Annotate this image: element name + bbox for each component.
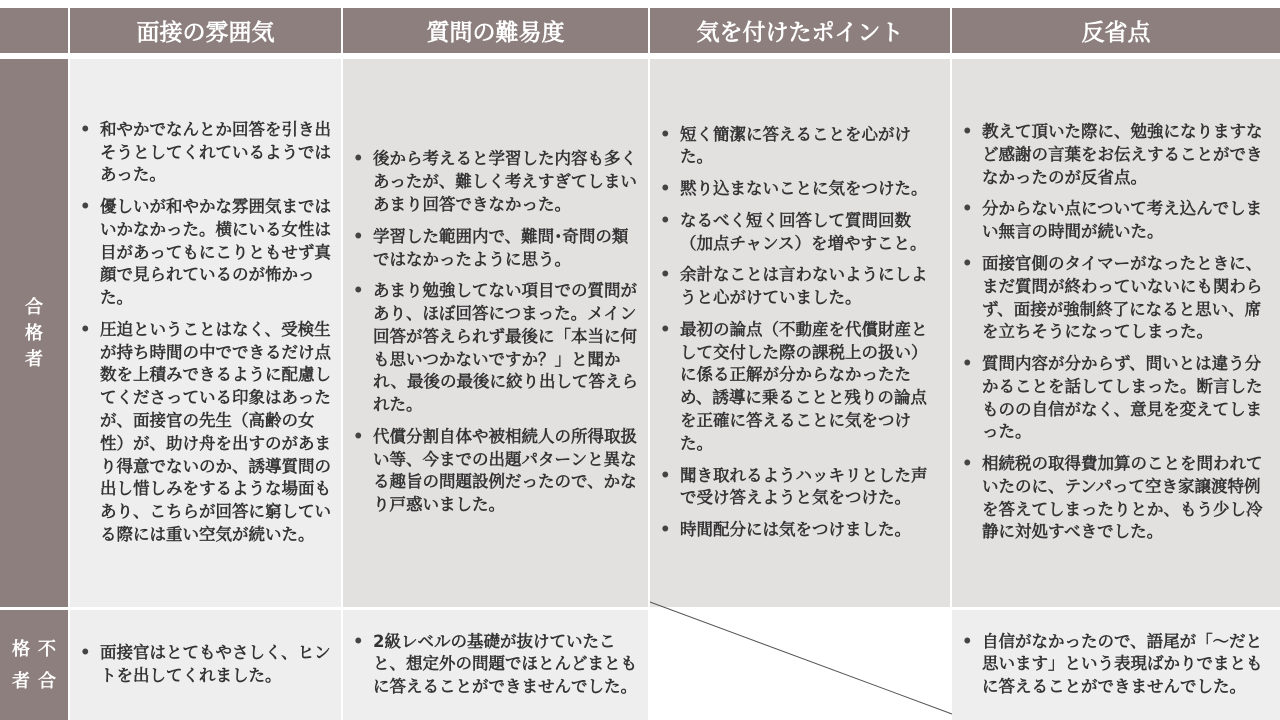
pass-label-stack <box>25 296 43 370</box>
pass-row <box>0 59 1280 607</box>
fail-reflection-cell <box>952 607 1280 720</box>
list-item: • 自信がなかったので、語尾が「～だと思います」という表現ばかりでまともに答えることができませんでした。 <box>982 631 1272 699</box>
list-item: • 2級レベルの基礎が抜けていたこと、想定外の問題でほとんどまともに答えることができませんでした。 <box>373 631 640 699</box>
list-item: • 短く簡潔に答えることを心がけた。 <box>680 124 942 170</box>
list-item: • 聞き取れるようハッキリとした声で受け答えようと気をつけた。 <box>680 465 942 511</box>
header-points: 気を付けたポイント <box>650 0 952 53</box>
fail-label-char: 者 <box>12 670 30 692</box>
pass-difficulty-cell <box>343 59 650 607</box>
header-row <box>0 0 1280 53</box>
fail-points-cell <box>650 607 952 720</box>
list-item: • 時間配分には気をつけました。 <box>680 519 942 542</box>
pass-points-list <box>650 124 950 542</box>
list-item: • 余計なことは言わないようにしようと心がけていました。 <box>680 264 942 310</box>
pass-label-char: 合 <box>25 296 43 318</box>
pass-points-cell <box>650 59 952 607</box>
list-item: • 後から考えると学習した内容も多くあったが、難しく考えすぎてしまいあまり回答できなかった。 <box>373 148 640 216</box>
fail-label-char: 合 <box>38 670 56 692</box>
fail-reflection-list <box>952 631 1280 699</box>
header-reflection: 反省点 <box>952 0 1280 53</box>
list-item: • 代償分割自体や被相続人の所得取扱い等、今までの出題パターンと異なる趣旨の問題設例だったので、かなり戸惑いました。 <box>373 426 640 517</box>
list-item: • 面接官はとてもやさしく、ヒントを出してくれました。 <box>100 642 333 688</box>
fail-label-stack <box>12 638 56 692</box>
header-difficulty: 質問の難易度 <box>343 0 650 53</box>
pass-atmosphere-cell <box>70 59 343 607</box>
fail-difficulty-cell <box>343 607 650 720</box>
fail-difficulty-list <box>343 631 648 699</box>
header-corner <box>0 0 70 53</box>
list-item: • 黙り込まないことに気をつけた。 <box>680 178 942 201</box>
pass-label-char: 格 <box>25 322 43 344</box>
fail-label <box>0 607 70 720</box>
pass-label <box>0 59 70 607</box>
fail-label-col-left <box>12 638 30 692</box>
fail-row <box>0 607 1280 720</box>
list-item: • 相続税の取得費加算のことを問われていたのに、テンパって空き家譲渡特例を答えてしまったりとか、もう少し冷静に対処すべきでした。 <box>982 453 1272 544</box>
list-item: • 学習した範囲内で、難問･奇問の類ではなかったように思う。 <box>373 226 640 272</box>
list-item: • なるべく短く回答して質問回数（加点チャンス）を増やすこと。 <box>680 210 942 256</box>
list-item: • 和やかでなんとか回答を引き出そうとしてくれているようではあった。 <box>100 119 333 187</box>
list-item: • 優しいが和やかな雰囲気まではいかなかった。横にいる女性は目があってもにこりともせず真顔で見られているのが怖かった。 <box>100 196 333 310</box>
pass-label-char: 者 <box>25 348 43 370</box>
pass-atmosphere-list <box>70 119 341 547</box>
list-item: • あまり勉強してない項目での質問があり、ほぼ回答につまった。メイン回答が答えられず最後に「本当に何も思いつかないですか？」と聞かれ、最後の最後に絞り出して答えられた。 <box>373 280 640 417</box>
fail-label-col-right <box>38 638 56 692</box>
list-item: • 面接官側のタイマーがなったときに、まだ質問が終わっていないにも関わらず、面接が強制終了になると思い、席を立ちそうになってしまった。 <box>982 253 1272 344</box>
header-atmosphere: 面接の雰囲気 <box>70 0 343 53</box>
pass-difficulty-list <box>343 148 648 516</box>
pass-reflection-list <box>952 121 1280 544</box>
list-item: • 分からない点について考え込んでしまい無言の時間が続いた。 <box>982 198 1272 244</box>
fail-atmosphere-cell <box>70 607 343 720</box>
fail-atmosphere-list <box>70 642 341 688</box>
list-item: • 質問内容が分からず、問いとは違う分かることを話してしまった。断言したものの自信がなく、意見を変えてしまった。 <box>982 353 1272 444</box>
fail-label-char: 不 <box>38 638 56 660</box>
list-item: • 教えて頂いた際に、勉強になりますなど感謝の言葉をお伝えすることができなかったのが反省点。 <box>982 121 1272 189</box>
pass-reflection-cell <box>952 59 1280 607</box>
list-item: • 圧迫ということはなく、受検生が持ち時間の中でできるだけ点数を上積みできるように配慮してくださっている印象はあったが、面接官の先生（高齢の女性）が、助け舟を出すのがあまり得意でないのか、誘導質問の出し惜しみをするような場面もあり、こちらが回答に窮している際には重い空気が続いた。 <box>100 319 333 547</box>
fail-label-char: 格 <box>12 638 30 660</box>
list-item: • 最初の論点（不動産を代償財産として交付した際の課税上の扱い）に係る正解が分からなかったため、誘導に乗ることと残りの論点を正確に答えることに気をつけた。 <box>680 319 942 456</box>
